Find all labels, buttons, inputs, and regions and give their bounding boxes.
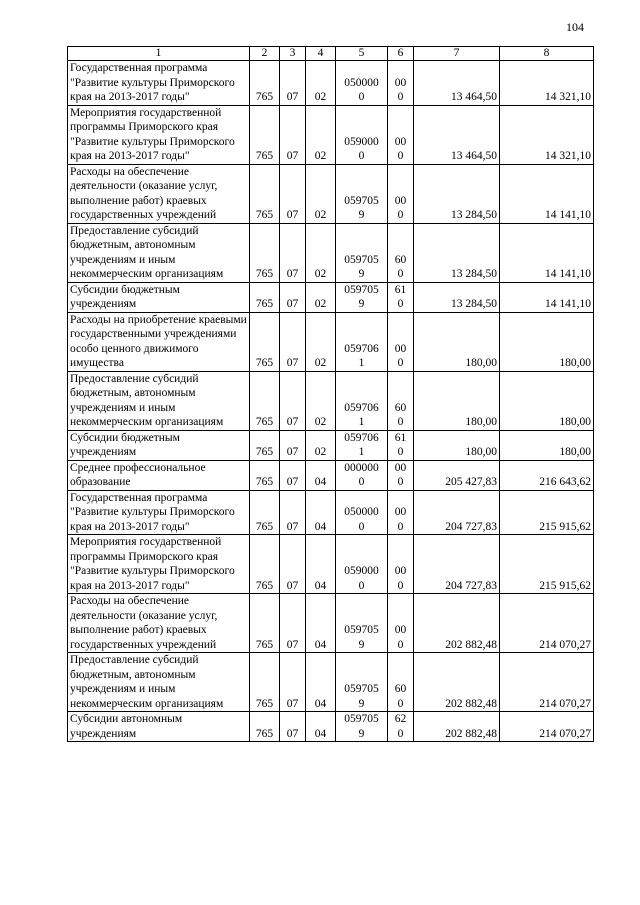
row-name-cell xyxy=(68,712,250,742)
row-pr-cell xyxy=(306,490,336,535)
row-ved-cell xyxy=(250,430,280,460)
row-csr-cell xyxy=(336,460,388,490)
row-csr-cell xyxy=(336,712,388,742)
row-csr-cell-text: 059705 xyxy=(344,253,379,266)
row-vr-cell-text: 00 xyxy=(394,461,407,474)
row-csr-cell-text: 059000 xyxy=(344,135,379,148)
row-csr-cell-text: 1 xyxy=(358,357,365,369)
row-pr-cell xyxy=(306,312,336,371)
row-name-cell xyxy=(68,282,250,312)
row-vr-cell-text: 0 xyxy=(397,268,404,280)
row-pr-cell xyxy=(306,430,336,460)
row-sum-2015-cell-text: 180,00 xyxy=(559,416,591,428)
row-csr-cell-text: 0 xyxy=(358,579,365,592)
row-rz-cell-text: 07 xyxy=(286,150,299,162)
row-sum-2014-cell xyxy=(414,105,500,164)
row-sum-2015-cell-text: 14 141,10 xyxy=(545,268,591,280)
row-name-cell-text: Предоставление субсидий бюджетным, автономным учреждениям и иным некоммерческим организациям xyxy=(70,372,224,428)
row-ved-cell-text: 765 xyxy=(255,298,274,310)
row-ved-cell-text: 765 xyxy=(255,476,274,488)
row-csr-cell xyxy=(336,61,388,106)
row-pr-cell xyxy=(306,164,336,223)
row-vr-cell xyxy=(388,371,414,430)
row-vr-cell xyxy=(388,282,414,312)
row-ved-cell xyxy=(250,223,280,282)
row-vr-cell-text: 0 xyxy=(397,357,404,369)
row-vr-cell xyxy=(388,61,414,106)
row-pr-cell-text: 04 xyxy=(314,638,327,651)
row-pr-cell-text: 02 xyxy=(314,268,327,280)
row-vr-cell-text: 0 xyxy=(397,727,404,740)
header-cell: 2 xyxy=(250,47,280,61)
row-sum-2015-cell-text: 214 070,27 xyxy=(539,638,591,651)
row-sum-2014-cell xyxy=(414,312,500,371)
row-sum-2014-cell-text: 204 727,83 xyxy=(445,579,497,592)
row-rz-cell xyxy=(280,223,306,282)
page-number: 104 xyxy=(566,20,584,34)
row-ved-cell-text: 765 xyxy=(255,357,274,369)
row-rz-cell-text: 07 xyxy=(286,91,299,103)
row-csr-cell xyxy=(336,312,388,371)
row-ved-cell xyxy=(250,653,280,712)
row-ved-cell xyxy=(250,164,280,223)
row-csr-cell xyxy=(336,653,388,712)
row-rz-cell-text: 07 xyxy=(286,579,299,592)
row-pr-cell-text: 02 xyxy=(314,298,327,310)
row-ved-cell xyxy=(250,712,280,742)
row-pr-cell-text: 02 xyxy=(314,209,327,221)
row-vr-cell-text: 0 xyxy=(397,579,404,592)
table-row xyxy=(68,594,594,653)
row-vr-cell-text: 0 xyxy=(397,91,404,103)
row-sum-2014-cell xyxy=(414,653,500,712)
row-sum-2014-cell xyxy=(414,371,500,430)
row-rz-cell xyxy=(280,460,306,490)
row-ved-cell xyxy=(250,312,280,371)
row-rz-cell-text: 07 xyxy=(286,268,299,280)
table-row xyxy=(68,312,594,371)
row-sum-2015-cell-text: 14 321,10 xyxy=(545,91,591,103)
row-vr-cell-text: 60 xyxy=(394,253,407,266)
row-name-cell xyxy=(68,535,250,594)
row-sum-2014-cell xyxy=(414,164,500,223)
row-csr-cell xyxy=(336,535,388,594)
row-rz-cell xyxy=(280,535,306,594)
row-csr-cell-text: 0 xyxy=(358,520,365,533)
table-row xyxy=(68,460,594,490)
header-cell: 4 xyxy=(306,47,336,61)
row-sum-2015-cell xyxy=(500,594,594,653)
row-sum-2014-cell xyxy=(414,490,500,535)
row-name-cell xyxy=(68,490,250,535)
row-pr-cell-text: 02 xyxy=(314,91,327,103)
row-csr-cell-text: 059000 xyxy=(344,565,379,577)
header-cell: 7 xyxy=(414,47,500,61)
row-sum-2015-cell xyxy=(500,490,594,535)
row-rz-cell xyxy=(280,105,306,164)
row-rz-cell-text: 07 xyxy=(286,520,299,533)
row-vr-cell xyxy=(388,105,414,164)
row-pr-cell xyxy=(306,61,336,106)
row-pr-cell xyxy=(306,460,336,490)
row-sum-2014-cell-text: 13 284,50 xyxy=(451,209,497,221)
row-ved-cell-text: 765 xyxy=(255,91,274,103)
row-vr-cell-text: 61 xyxy=(394,431,407,444)
table-row xyxy=(68,61,594,106)
row-sum-2015-cell xyxy=(500,282,594,312)
row-vr-cell xyxy=(388,535,414,594)
row-sum-2014-cell-text: 180,00 xyxy=(465,357,497,369)
row-vr-cell-text: 00 xyxy=(394,342,407,355)
row-name-cell-text: Мероприятия государственной программы Приморского края "Развитие культуры Приморского края на 2013-2017 годы" xyxy=(70,106,235,162)
row-vr-cell-text: 0 xyxy=(397,209,404,221)
row-vr-cell-text: 00 xyxy=(394,565,407,577)
row-csr-cell xyxy=(336,282,388,312)
row-sum-2015-cell xyxy=(500,712,594,742)
row-name-cell-text: Субсидии бюджетным учреждениям xyxy=(70,283,180,310)
row-pr-cell-text: 04 xyxy=(314,697,327,710)
row-rz-cell xyxy=(280,312,306,371)
row-sum-2015-cell xyxy=(500,371,594,430)
row-sum-2014-cell-text: 180,00 xyxy=(465,446,497,458)
row-csr-cell xyxy=(336,490,388,535)
row-name-cell-text: Расходы на обеспечение деятельности (оказание услуг, выполнение работ) краевых государственных учреждений xyxy=(70,595,218,651)
row-rz-cell-text: 07 xyxy=(286,416,299,428)
row-csr-cell-text: 0 xyxy=(358,91,365,103)
row-rz-cell xyxy=(280,282,306,312)
row-pr-cell-text: 02 xyxy=(314,446,327,458)
row-vr-cell-text: 0 xyxy=(397,697,404,710)
row-vr-cell xyxy=(388,223,414,282)
row-rz-cell-text: 07 xyxy=(286,357,299,369)
row-csr-cell-text: 9 xyxy=(358,638,365,651)
row-sum-2015-cell-text: 14 141,10 xyxy=(545,298,591,310)
row-vr-cell xyxy=(388,164,414,223)
row-ved-cell xyxy=(250,490,280,535)
row-csr-cell-text: 059706 xyxy=(344,401,379,414)
header-cell: 8 xyxy=(500,47,594,61)
row-pr-cell xyxy=(306,371,336,430)
row-sum-2015-cell-text: 215 915,62 xyxy=(539,520,591,533)
row-sum-2014-cell-text: 202 882,48 xyxy=(445,727,497,740)
row-sum-2014-cell-text: 180,00 xyxy=(465,416,497,428)
row-sum-2014-cell xyxy=(414,430,500,460)
row-sum-2014-cell-text: 205 427,83 xyxy=(445,476,497,488)
row-sum-2015-cell xyxy=(500,61,594,106)
row-csr-cell-text: 059705 xyxy=(344,283,379,296)
row-ved-cell xyxy=(250,594,280,653)
row-rz-cell-text: 07 xyxy=(286,446,299,458)
row-name-cell-text: Предоставление субсидий бюджетным, автономным учреждениям и иным некоммерческим организациям xyxy=(70,224,224,280)
header-cell: 3 xyxy=(280,47,306,61)
row-pr-cell-text: 02 xyxy=(314,150,327,162)
row-vr-cell xyxy=(388,712,414,742)
row-pr-cell-text: 02 xyxy=(314,357,327,369)
row-name-cell-text: Расходы на обеспечение деятельности (оказание услуг, выполнение работ) краевых государственных учреждений xyxy=(70,165,218,221)
row-vr-cell-text: 00 xyxy=(394,506,407,518)
row-rz-cell xyxy=(280,61,306,106)
row-pr-cell xyxy=(306,594,336,653)
row-vr-cell-text: 0 xyxy=(397,446,404,458)
header-cell: 1 xyxy=(68,47,250,61)
row-csr-cell-text: 059706 xyxy=(344,342,379,355)
row-sum-2014-cell xyxy=(414,594,500,653)
row-vr-cell xyxy=(388,594,414,653)
row-sum-2014-cell-text: 13 284,50 xyxy=(451,298,497,310)
row-sum-2015-cell xyxy=(500,460,594,490)
row-pr-cell xyxy=(306,712,336,742)
table-row xyxy=(68,371,594,430)
row-vr-cell-text: 00 xyxy=(394,194,407,207)
row-csr-cell xyxy=(336,430,388,460)
row-csr-cell-text: 050000 xyxy=(344,506,379,518)
row-ved-cell-text: 765 xyxy=(255,150,274,162)
row-csr-cell-text: 9 xyxy=(358,298,365,310)
row-csr-cell-text: 0 xyxy=(358,150,365,162)
table-row xyxy=(68,223,594,282)
row-rz-cell xyxy=(280,594,306,653)
table-body xyxy=(68,47,594,742)
row-csr-cell-text: 1 xyxy=(358,416,365,428)
row-vr-cell xyxy=(388,490,414,535)
row-vr-cell xyxy=(388,653,414,712)
row-vr-cell xyxy=(388,312,414,371)
row-name-cell xyxy=(68,653,250,712)
row-sum-2015-cell-text: 14 321,10 xyxy=(545,150,591,162)
row-vr-cell-text: 60 xyxy=(394,683,407,695)
row-rz-cell xyxy=(280,430,306,460)
row-rz-cell-text: 07 xyxy=(286,209,299,221)
row-ved-cell xyxy=(250,282,280,312)
row-rz-cell-text: 07 xyxy=(286,697,299,710)
row-name-cell-text: Государственная программа "Развитие культуры Приморского края на 2013-2017 годы" xyxy=(70,62,235,103)
row-rz-cell-text: 07 xyxy=(286,298,299,310)
row-vr-cell-text: 0 xyxy=(397,150,404,162)
row-sum-2015-cell xyxy=(500,223,594,282)
row-csr-cell-text: 050000 xyxy=(344,76,379,89)
row-name-cell-text: Предоставление субсидий бюджетным, автономным учреждениям и иным некоммерческим организациям xyxy=(70,654,224,710)
row-sum-2014-cell xyxy=(414,535,500,594)
row-rz-cell xyxy=(280,371,306,430)
table-row xyxy=(68,282,594,312)
row-sum-2014-cell-text: 13 464,50 xyxy=(451,150,497,162)
row-sum-2015-cell xyxy=(500,653,594,712)
row-csr-cell xyxy=(336,105,388,164)
row-pr-cell xyxy=(306,282,336,312)
row-vr-cell-text: 00 xyxy=(394,624,407,636)
row-sum-2014-cell-text: 204 727,83 xyxy=(445,520,497,533)
row-name-cell xyxy=(68,430,250,460)
row-vr-cell-text: 60 xyxy=(394,401,407,414)
row-csr-cell xyxy=(336,371,388,430)
row-rz-cell-text: 07 xyxy=(286,638,299,651)
row-sum-2015-cell-text: 180,00 xyxy=(559,357,591,369)
row-pr-cell-text: 02 xyxy=(314,416,327,428)
row-sum-2015-cell-text: 215 915,62 xyxy=(539,579,591,592)
row-csr-cell-text: 0 xyxy=(358,476,365,488)
row-pr-cell-text: 04 xyxy=(314,727,327,740)
row-rz-cell xyxy=(280,164,306,223)
header-cell: 6 xyxy=(388,47,414,61)
table-row xyxy=(68,535,594,594)
table-row xyxy=(68,105,594,164)
row-sum-2014-cell-text: 202 882,48 xyxy=(445,638,497,651)
row-ved-cell-text: 765 xyxy=(255,520,274,533)
row-ved-cell xyxy=(250,460,280,490)
header-cell: 5 xyxy=(336,47,388,61)
row-sum-2014-cell xyxy=(414,712,500,742)
row-csr-cell xyxy=(336,164,388,223)
row-rz-cell xyxy=(280,490,306,535)
row-vr-cell-text: 00 xyxy=(394,76,407,89)
row-pr-cell-text: 04 xyxy=(314,520,327,533)
row-sum-2014-cell-text: 13 464,50 xyxy=(451,91,497,103)
row-name-cell xyxy=(68,312,250,371)
row-csr-cell-text: 059706 xyxy=(344,431,379,444)
row-ved-cell-text: 765 xyxy=(255,579,274,592)
row-sum-2014-cell xyxy=(414,282,500,312)
row-sum-2015-cell xyxy=(500,312,594,371)
row-vr-cell-text: 0 xyxy=(397,638,404,651)
row-csr-cell-text: 059705 xyxy=(344,683,379,695)
row-sum-2014-cell xyxy=(414,223,500,282)
row-csr-cell-text: 9 xyxy=(358,268,365,280)
row-pr-cell-text: 04 xyxy=(314,476,327,488)
row-ved-cell xyxy=(250,61,280,106)
table-row xyxy=(68,490,594,535)
row-name-cell xyxy=(68,460,250,490)
row-sum-2015-cell xyxy=(500,535,594,594)
row-sum-2014-cell-text: 13 284,50 xyxy=(451,268,497,280)
row-csr-cell xyxy=(336,223,388,282)
row-name-cell xyxy=(68,371,250,430)
table-row xyxy=(68,164,594,223)
row-name-cell-text: Среднее профессиональное образование xyxy=(70,461,206,488)
row-csr-cell-text: 059705 xyxy=(344,624,379,636)
row-name-cell xyxy=(68,594,250,653)
row-pr-cell-text: 04 xyxy=(314,579,327,592)
row-sum-2015-cell-text: 180,00 xyxy=(559,446,591,458)
table-row xyxy=(68,430,594,460)
row-vr-cell-text: 61 xyxy=(394,283,407,296)
row-ved-cell-text: 765 xyxy=(255,416,274,428)
table-row xyxy=(68,653,594,712)
row-sum-2015-cell xyxy=(500,430,594,460)
row-sum-2015-cell-text: 14 141,10 xyxy=(545,209,591,221)
row-ved-cell xyxy=(250,105,280,164)
row-rz-cell xyxy=(280,653,306,712)
row-csr-cell-text: 059705 xyxy=(344,713,379,725)
row-vr-cell-text: 0 xyxy=(397,298,404,310)
row-pr-cell xyxy=(306,223,336,282)
row-csr-cell-text: 000000 xyxy=(344,461,379,474)
row-vr-cell xyxy=(388,460,414,490)
row-name-cell-text: Расходы на приобретение краевыми государственными учреждениями особо ценного движимого имущества xyxy=(70,313,247,369)
row-csr-cell-text: 9 xyxy=(358,727,365,740)
row-sum-2015-cell xyxy=(500,164,594,223)
row-rz-cell xyxy=(280,712,306,742)
row-ved-cell-text: 765 xyxy=(255,638,274,651)
row-csr-cell xyxy=(336,594,388,653)
row-sum-2015-cell-text: 216 643,62 xyxy=(539,476,591,488)
row-sum-2015-cell-text: 214 070,27 xyxy=(539,697,591,710)
row-ved-cell-text: 765 xyxy=(255,727,274,740)
row-ved-cell-text: 765 xyxy=(255,209,274,221)
row-sum-2014-cell xyxy=(414,61,500,106)
budget-table xyxy=(67,46,594,742)
row-pr-cell xyxy=(306,535,336,594)
row-ved-cell-text: 765 xyxy=(255,446,274,458)
row-csr-cell-text: 9 xyxy=(358,697,365,710)
row-vr-cell-text: 00 xyxy=(394,135,407,148)
row-name-cell xyxy=(68,223,250,282)
row-sum-2014-cell-text: 202 882,48 xyxy=(445,697,497,710)
row-csr-cell-text: 059705 xyxy=(344,194,379,207)
row-vr-cell-text: 0 xyxy=(397,416,404,428)
row-vr-cell xyxy=(388,430,414,460)
row-name-cell xyxy=(68,61,250,106)
row-ved-cell xyxy=(250,535,280,594)
row-sum-2014-cell xyxy=(414,460,500,490)
row-name-cell-text: Субсидии автономным учреждениям xyxy=(70,713,183,740)
row-rz-cell-text: 07 xyxy=(286,476,299,488)
row-ved-cell-text: 765 xyxy=(255,268,274,280)
row-pr-cell xyxy=(306,105,336,164)
row-name-cell xyxy=(68,105,250,164)
row-ved-cell-text: 765 xyxy=(255,697,274,710)
row-name-cell xyxy=(68,164,250,223)
row-vr-cell-text: 62 xyxy=(394,713,407,725)
row-sum-2015-cell-text: 214 070,27 xyxy=(539,727,591,740)
row-name-cell-text: Государственная программа "Развитие культуры Приморского края на 2013-2017 годы" xyxy=(70,491,235,533)
row-csr-cell-text: 9 xyxy=(358,209,365,221)
row-name-cell-text: Мероприятия государственной программы Приморского края "Развитие культуры Приморского края на 2013-2017 годы" xyxy=(70,536,235,592)
row-vr-cell-text: 0 xyxy=(397,520,404,533)
row-vr-cell-text: 0 xyxy=(397,476,404,488)
row-sum-2015-cell xyxy=(500,105,594,164)
row-rz-cell-text: 07 xyxy=(286,727,299,740)
row-pr-cell xyxy=(306,653,336,712)
table-row xyxy=(68,712,594,742)
row-ved-cell xyxy=(250,371,280,430)
header-row xyxy=(68,47,594,61)
row-name-cell-text: Субсидии бюджетным учреждениям xyxy=(70,431,180,458)
row-csr-cell-text: 1 xyxy=(358,446,365,458)
